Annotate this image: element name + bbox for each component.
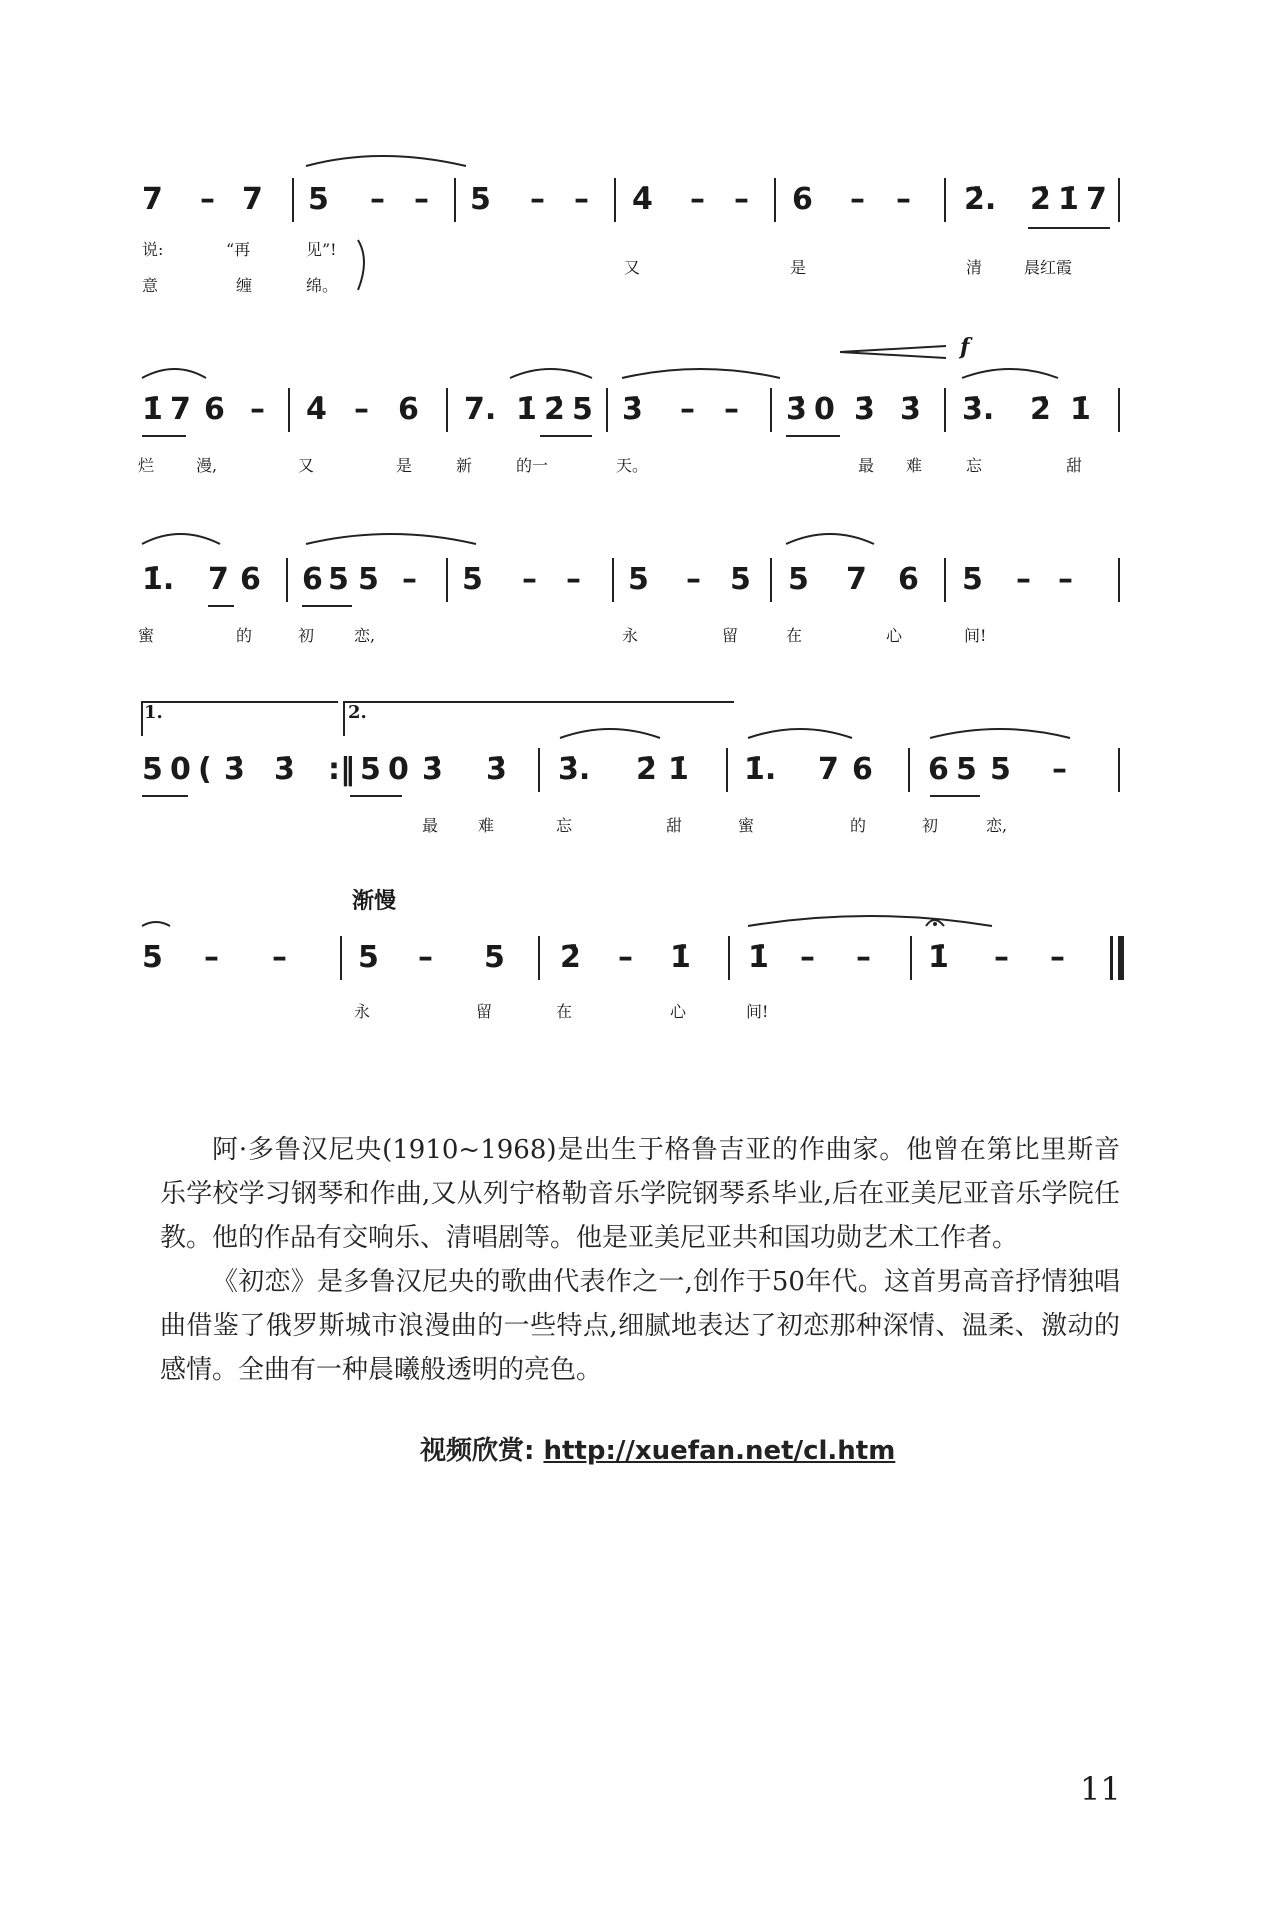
lyric: 忘 [966, 456, 983, 475]
note: – [724, 392, 739, 427]
note: 1̇ [516, 392, 537, 427]
lyric-row [0, 248, 1272, 288]
note: 7 [818, 752, 839, 787]
note-row [0, 550, 1272, 610]
note: 3̇. [558, 752, 591, 787]
note: 5 [572, 392, 593, 427]
note: 2̇ [636, 752, 657, 787]
note: 5 [962, 562, 983, 597]
lyric: 是 [790, 258, 807, 277]
note: 2̇. [964, 182, 997, 217]
note: 7 [208, 562, 229, 597]
note: 0 [170, 752, 191, 787]
note: – [530, 182, 545, 217]
lyric: 难 [906, 456, 923, 475]
note: – [1050, 940, 1065, 975]
note: – [734, 182, 749, 217]
note: 5 [360, 752, 381, 787]
bar-line [446, 388, 448, 432]
note: 6 [240, 562, 261, 597]
lyric: 烂 [138, 456, 155, 475]
lyric: 永 [622, 626, 639, 645]
note: 3̇ [224, 752, 245, 787]
lyric: 的一 [516, 456, 549, 475]
note: 5 [484, 940, 505, 975]
lyric: 留 [476, 1002, 493, 1021]
bar-line [770, 388, 772, 432]
note: 2̇ [1030, 182, 1051, 217]
lyric: 绵。 [306, 276, 339, 295]
note: – [800, 940, 815, 975]
final-bar-line [1110, 936, 1113, 980]
note: – [680, 392, 695, 427]
bar-line [910, 936, 912, 980]
lyric: 最 [422, 816, 439, 835]
bar-line [538, 936, 540, 980]
note: 1̇ [670, 940, 691, 975]
lyric-row [0, 616, 1272, 656]
note: – [1016, 562, 1031, 597]
lyric: 新 [456, 456, 473, 475]
note: 5 [142, 752, 163, 787]
bar-line [288, 388, 290, 432]
lyric: 缠 [236, 276, 253, 295]
note: – [402, 562, 417, 597]
note: 7 [170, 392, 191, 427]
lyric: 留 [722, 626, 739, 645]
note: 5 [470, 182, 491, 217]
lyric: 蜜 [738, 816, 755, 835]
note: 1̇. [142, 562, 175, 597]
bar-line [728, 936, 730, 980]
note: 1̇ [928, 940, 949, 975]
note: – [1058, 562, 1073, 597]
tempo-marking: 渐慢 [352, 889, 397, 914]
lyric: 间! [746, 1002, 769, 1021]
lyric: 永 [354, 1002, 371, 1021]
note: 5 [328, 562, 349, 597]
lyric: 见”! [306, 240, 337, 259]
lyric: 的 [850, 816, 867, 835]
note: 5 [142, 940, 163, 975]
note-row [0, 740, 1272, 800]
lyric: 在 [556, 1002, 573, 1021]
note: 6 [398, 392, 419, 427]
lyric: 清 [966, 258, 983, 277]
lyric: 恋, [354, 626, 376, 645]
note: – [618, 940, 633, 975]
lyric: 漫, [196, 456, 218, 475]
bar-line [908, 748, 910, 792]
bar-line [1118, 748, 1120, 792]
note: 2̇ [1030, 392, 1051, 427]
bar-line [1118, 388, 1120, 432]
bar-line [446, 558, 448, 602]
note: 6 [852, 752, 873, 787]
note: 0 [814, 392, 835, 427]
note: – [370, 182, 385, 217]
note: 2̇ [560, 940, 581, 975]
note: 1̇ [668, 752, 689, 787]
description-paragraph: 阿·多鲁汉尼央(1910~1968)是出生于格鲁吉亚的作曲家。他曾在第比里斯音乐学校学习钢琴和作曲,又从列宁格勒音乐学院钢琴系毕业,后在亚美尼亚音乐学院任教。他的作品有交响乐、清唱剧等。他是亚美尼亚共和国功勋艺术工作者。 [160, 1135, 1120, 1253]
volta-2-label: 2. [348, 702, 367, 723]
note: – [856, 940, 871, 975]
note: 3̇ [274, 752, 295, 787]
lyric: 最 [858, 456, 875, 475]
note: – [1052, 752, 1067, 787]
note: 7 [846, 562, 867, 597]
dynamic-mark: f [960, 334, 970, 360]
description [160, 1128, 1120, 1392]
note: 0 [388, 752, 409, 787]
note: – [414, 182, 429, 217]
video-url-link[interactable]: http://xuefan.net/cl.htm [543, 1436, 896, 1466]
note: 1̇ [142, 392, 163, 427]
lyric: 又 [624, 258, 641, 277]
note: 3̇ [622, 392, 643, 427]
note: – [354, 392, 369, 427]
note: – [994, 940, 1009, 975]
lyric-row [0, 992, 1272, 1032]
lyric: 忘 [556, 816, 573, 835]
note: – [896, 182, 911, 217]
note: – [200, 182, 215, 217]
lyric: 说: [142, 240, 164, 259]
note: 6 [302, 562, 323, 597]
lyric: 甜 [1066, 456, 1083, 475]
lyric: 甜 [666, 816, 683, 835]
lyric: 间! [964, 626, 987, 645]
bar-line [538, 748, 540, 792]
note: – [566, 562, 581, 597]
note: – [850, 182, 865, 217]
note: 7. [464, 392, 497, 427]
note: 3̇ [422, 752, 443, 787]
lyric: 蜜 [138, 626, 155, 645]
repeat-sign: :‖ [328, 752, 355, 787]
lyric-row [0, 446, 1272, 486]
note-row [0, 928, 1272, 988]
note: 5 [462, 562, 483, 597]
note: 5 [358, 562, 379, 597]
note: 3̇ [900, 392, 921, 427]
lyric: 初 [922, 816, 939, 835]
lyric: 的 [236, 626, 253, 645]
lyric: 又 [298, 456, 315, 475]
lyric: 心 [670, 1002, 687, 1021]
note: – [574, 182, 589, 217]
note: 7 [142, 182, 163, 217]
video-label: 视频欣赏: [420, 1436, 535, 1466]
note: 5 [990, 752, 1011, 787]
note: 1̇ [1070, 392, 1091, 427]
lyric-row [0, 806, 1272, 846]
note: 5 [730, 562, 751, 597]
video-link-line [420, 1430, 895, 1467]
bar-line [612, 558, 614, 602]
note: – [690, 182, 705, 217]
note: 2̇ [544, 392, 565, 427]
bar-line [606, 388, 608, 432]
note: 1̇. [744, 752, 777, 787]
note: 1̇ [1058, 182, 1079, 217]
note: 1̇ [748, 940, 769, 975]
note: – [204, 940, 219, 975]
note: 6 [928, 752, 949, 787]
lyric: 心 [886, 626, 903, 645]
bar-line [944, 558, 946, 602]
note: 5 [628, 562, 649, 597]
bar-line [726, 748, 728, 792]
note: 5 [358, 940, 379, 975]
lyric: 恋, [986, 816, 1008, 835]
note: – [686, 562, 701, 597]
bar-line [770, 558, 772, 602]
note: 5 [788, 562, 809, 597]
note: 6 [792, 182, 813, 217]
note: 4̇ [632, 182, 653, 217]
lyric: 晨红霞 [1024, 258, 1073, 277]
lyric: 意 [142, 276, 159, 295]
note: 3̇ [854, 392, 875, 427]
note: ( [198, 752, 212, 787]
note: 6 [204, 392, 225, 427]
description-paragraph: 《初恋》是多鲁汉尼央的歌曲代表作之一,创作于50年代。这首男高音抒情独唱曲借鉴了俄罗斯城市浪漫曲的一些特点,细腻地表达了初恋那种深情、温柔、激动的感情。全曲有一种晨曦般透明的亮色。 [160, 1267, 1120, 1385]
note: 3̇. [962, 392, 995, 427]
bar-line [286, 558, 288, 602]
volta-1-label: 1. [144, 702, 163, 723]
lyric: “再 [226, 240, 251, 259]
note: – [522, 562, 537, 597]
bar-line [340, 936, 342, 980]
note: – [272, 940, 287, 975]
note: 3̇ [486, 752, 507, 787]
note-row [0, 380, 1272, 440]
note: – [418, 940, 433, 975]
lyric: 难 [478, 816, 495, 835]
lyric: 是 [396, 456, 413, 475]
note: 3̇ [786, 392, 807, 427]
note: 7 [1086, 182, 1107, 217]
note: 6 [898, 562, 919, 597]
note: 5 [308, 182, 329, 217]
lyric: 天。 [616, 456, 649, 475]
final-bar-line [1118, 936, 1124, 980]
bar-line [1118, 558, 1120, 602]
lyric: 初 [298, 626, 315, 645]
note: – [250, 392, 265, 427]
lyric: 在 [786, 626, 803, 645]
note: 4̇ [306, 392, 327, 427]
page-number: 11 [1080, 1770, 1121, 1808]
bar-line [944, 388, 946, 432]
note: 5 [956, 752, 977, 787]
note: 7 [242, 182, 263, 217]
